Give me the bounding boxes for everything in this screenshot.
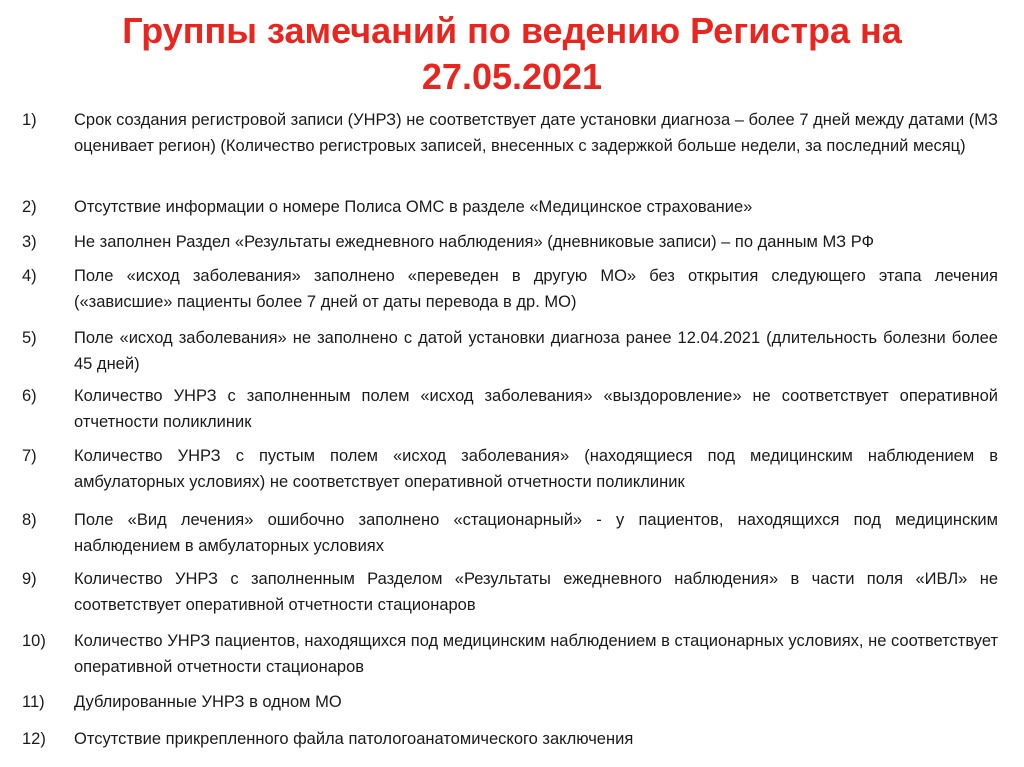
item-number: 9) xyxy=(22,570,37,588)
item-number: 8) xyxy=(22,511,37,529)
item-number: 11) xyxy=(22,693,45,711)
list-item xyxy=(22,326,998,377)
item-number: 10) xyxy=(22,632,46,650)
item-text: Отсутствие прикрепленного файла патологоанатомического заключения xyxy=(74,730,634,748)
item-text: Количество УНРЗ с заполненным полем «исход заболевания» «выздоровление» не соответствует оперативной отчетности поликлиник xyxy=(74,387,998,431)
list-item xyxy=(22,508,998,559)
item-number: 3) xyxy=(22,233,37,251)
item-text: Количество УНРЗ пациентов, находящихся под медицинским наблюдением в стационарных условиях, не соответствует оперативной отчетности стационаров xyxy=(74,632,998,676)
list-item xyxy=(22,629,998,680)
list-item xyxy=(22,264,998,315)
item-text: Срок создания регистровой записи (УНРЗ) не соответствует дате установки диагноза – более 7 дней между датами (МЗ оценивает регион) (Количество регистровых записей, внесенных с задержкой больше недели, за последний месяц) xyxy=(74,111,998,155)
item-text: Поле «исход заболевания» не заполнено с датой установки диагноза ранее 12.04.2021 (длительность болезни более 45 дней) xyxy=(74,329,998,373)
list-item xyxy=(22,444,998,495)
list-item xyxy=(22,230,998,256)
item-text: Отсутствие информации о номере Полиса ОМС в разделе «Медицинское страхование» xyxy=(74,198,753,216)
item-number: 6) xyxy=(22,387,37,405)
list-item xyxy=(22,690,998,716)
item-text: Количество УНРЗ с пустым полем «исход заболевания» (находящиеся под медицинским наблюдением в амбулаторных условиях) не соответствует оперативной отчетности поликлиник xyxy=(74,447,998,491)
item-number: 7) xyxy=(22,447,37,465)
item-number: 4) xyxy=(22,267,37,285)
item-number: 2) xyxy=(22,198,37,216)
list-item xyxy=(22,567,998,618)
item-text: Поле «исход заболевания» заполнено «переведен в другую МО» без открытия следующего этапа лечения («зависшие» пациенты более 7 дней от даты перевода в др. МО) xyxy=(74,267,998,311)
item-number: 5) xyxy=(22,329,37,347)
list-item xyxy=(22,195,998,221)
slide-title: Группы замечаний по ведению Регистра на 27.05.2021 xyxy=(122,10,902,97)
list-item xyxy=(22,108,998,159)
list-item xyxy=(22,384,998,435)
item-number: 12) xyxy=(22,730,46,748)
item-text: Поле «Вид лечения» ошибочно заполнено «стационарный» - у пациентов, находящихся под медицинским наблюдением в амбулаторных условиях xyxy=(74,511,998,555)
item-text: Не заполнен Раздел «Результаты ежедневного наблюдения» (дневниковые записи) – по данным МЗ РФ xyxy=(74,233,875,251)
item-text: Количество УНРЗ с заполненным Разделом «Результаты ежедневного наблюдения» в части поля «ИВЛ» не соответствует оперативной отчетности стационаров xyxy=(74,570,998,614)
item-number: 1) xyxy=(22,111,37,129)
list-item xyxy=(22,727,998,753)
item-text: Дублированные УНРЗ в одном МО xyxy=(74,693,342,711)
